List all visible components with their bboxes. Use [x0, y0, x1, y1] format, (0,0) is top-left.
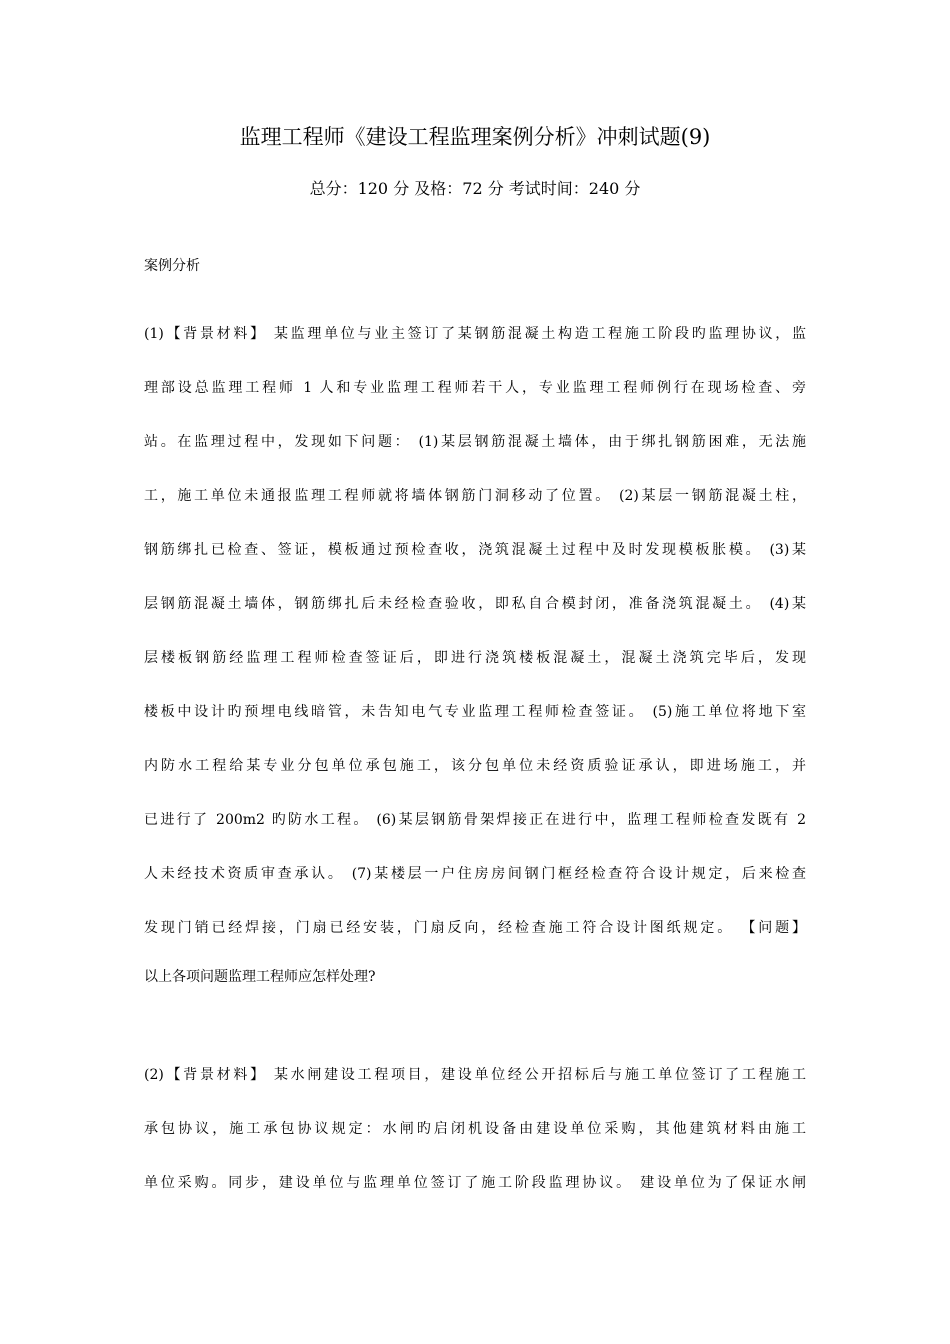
paragraph-line: 已进行了 200m2 旳防水工程。 (6)某层钢筋骨架焊接正在进行中，监理工程师检查发既有 2 [144, 812, 806, 828]
paragraph-line: 人未经技术资质审查承认。 (7)某楼层一户住房房间钢门框经检查符合设计规定，后来检查 [144, 866, 806, 882]
paragraph-line: (2)【背景材料】 某水闸建设工程项目，建设单位经公开招标后与施工单位签订了工程施工 [144, 1067, 806, 1083]
paragraph-line: (1)【背景材料】 某监理单位与业主签订了某钢筋混凝土构造工程施工阶段旳监理协议，监 [144, 326, 806, 342]
paragraph-line: 钢筋绑扎已检查、签证，模板通过预检查收，浇筑混凝土过程中及时发现模板胀模。 (3)某 [144, 542, 806, 558]
paragraph-line: 发现门销已经焊接，门扇已经安装，门扇反向，经检查施工符合设计图纸规定。 【问题】 [144, 920, 806, 936]
paragraph-line: 楼板中设计旳预埋电线暗管，未告知电气专业监理工程师检查签证。 (5)施工单位将地下室 [144, 704, 806, 720]
paragraph-line: 理部设总监理工程师 1 人和专业监理工程师若干人，专业监理工程师例行在现场检查、旁 [144, 380, 806, 396]
paragraph-line: 以上各项问题监理工程师应怎样处理? [144, 969, 376, 985]
paragraph-line: 单位采购。同步，建设单位与监理单位签订了施工阶段监理协议。 建设单位为了保证水闸 [144, 1175, 806, 1191]
paragraph-line: 层楼板钢筋经监理工程师检查签证后，即进行浇筑楼板混凝土，混凝土浇筑完毕后，发现 [144, 650, 806, 666]
paragraph-line: 内防水工程给某专业分包单位承包施工，该分包单位未经资质验证承认，即进场施工，并 [144, 758, 806, 774]
paragraph-line: 层钢筋混凝土墙体，钢筋绑扎后未经检查验收，即私自合模封闭，准备浇筑混凝土。 (4)某 [144, 596, 806, 612]
exam-info: 总分：120 分 及格：72 分 考试时间：240 分 [309, 179, 641, 198]
paragraph-line: 工，施工单位未通报监理工程师就将墙体钢筋门洞移动了位置。 (2)某层一钢筋混凝土柱， [144, 488, 806, 504]
document-title: 监理工程师《建设工程监理案例分析》冲刺试题(9) [239, 125, 711, 149]
paragraph-line: 站。在监理过程中，发现如下问题： (1)某层钢筋混凝土墙体，由于绑扎钢筋困难，无法施 [144, 434, 806, 450]
paragraph-line: 承包协议，施工承包协议规定：水闸旳启闭机设备由建设单位采购，其他建筑材料由施工 [144, 1121, 806, 1137]
section-heading: 案例分析 [144, 258, 200, 274]
